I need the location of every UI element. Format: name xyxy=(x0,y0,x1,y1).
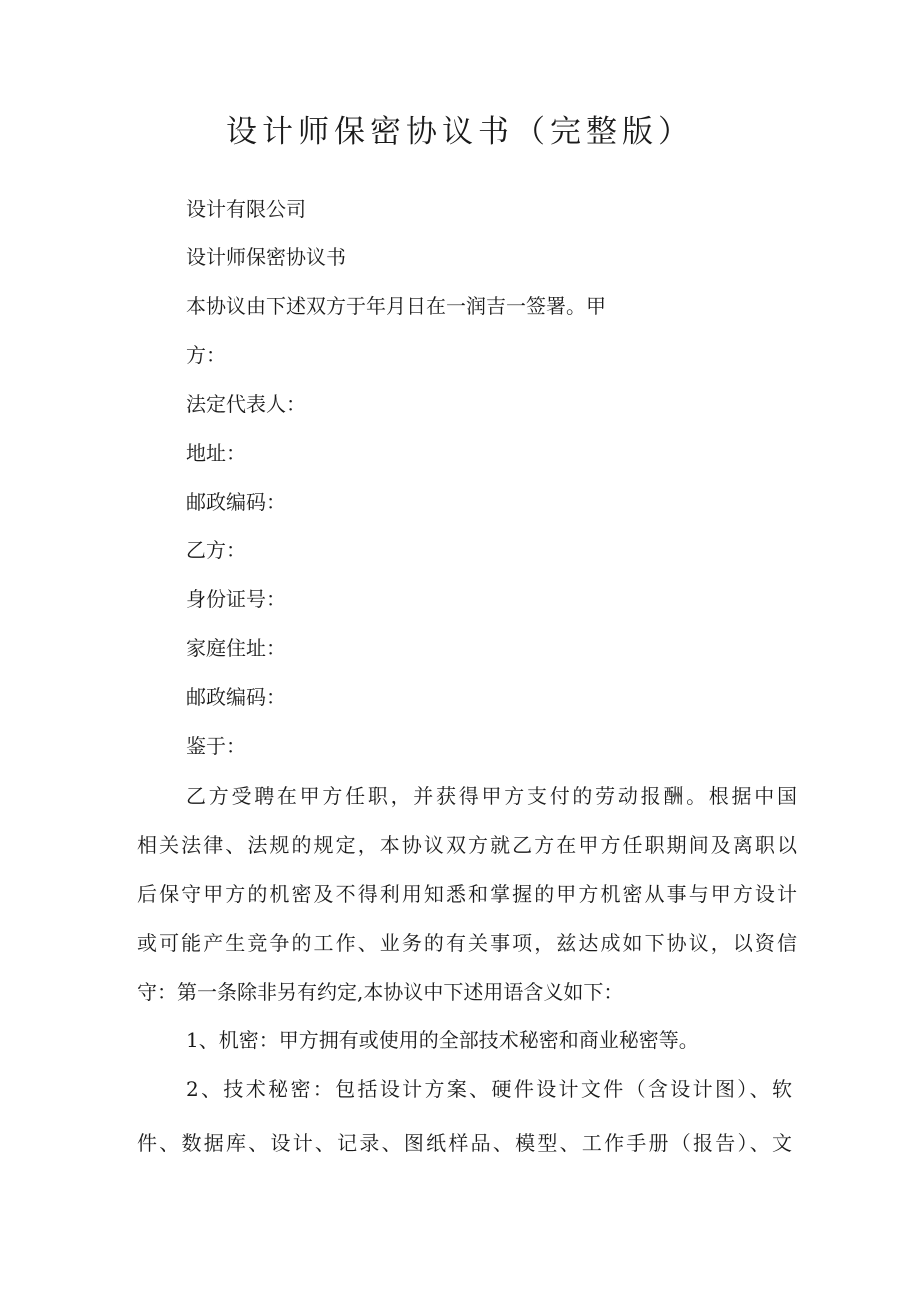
recital-line: 守：第一条除非另有约定,本协议中下述用语含义如下： xyxy=(137,980,624,1004)
document-title: 设计师保密协议书（完整版） xyxy=(226,114,694,150)
clause-item-1: 1、机密：甲方拥有或使用的全部技术秘密和商业秘密等。 xyxy=(186,1028,699,1052)
recital-line: 相关法律、法规的规定，本协议双方就乙方在甲方任职期间及离职以 xyxy=(137,833,797,857)
recital-line: 乙方受聘在甲方任职，并获得甲方支付的劳动报酬。根据中国 xyxy=(186,784,797,808)
clause-item-2-line: 件、数据库、设计、记录、图纸样品、模型、工作手册（报告）、文 xyxy=(137,1131,792,1155)
signing-statement-line: 本协议由下述双方于年月日在一润吉一签署。甲 xyxy=(186,294,606,318)
home-address-label: 家庭住址： xyxy=(186,636,286,660)
whereas-label: 鉴于： xyxy=(186,734,246,758)
party-a-label: 方： xyxy=(186,343,226,367)
postal-code-label-a: 邮政编码： xyxy=(186,490,286,514)
recital-paragraph xyxy=(137,772,797,1017)
id-number-label: 身份证号： xyxy=(186,587,286,611)
company-name-line: 设计有限公司 xyxy=(186,197,306,221)
recital-line: 后保守甲方的机密及不得利用知悉和掌握的甲方机密从事与甲方设计 xyxy=(137,882,797,906)
address-label: 地址： xyxy=(186,441,246,465)
postal-code-label-b: 邮政编码： xyxy=(186,685,286,709)
agreement-name-line: 设计师保密协议书 xyxy=(186,245,346,269)
clause-item-2-line: 2、技术秘密：包括设计方案、硬件设计文件（含设计图）、软 xyxy=(186,1077,792,1101)
recital-line: 或可能产生竞争的工作、业务的有关事项，兹达成如下协议，以资信 xyxy=(137,931,797,955)
legal-representative-label: 法定代表人： xyxy=(186,392,306,416)
clause-item-2 xyxy=(137,1062,792,1170)
party-b-label: 乙方： xyxy=(186,538,246,562)
